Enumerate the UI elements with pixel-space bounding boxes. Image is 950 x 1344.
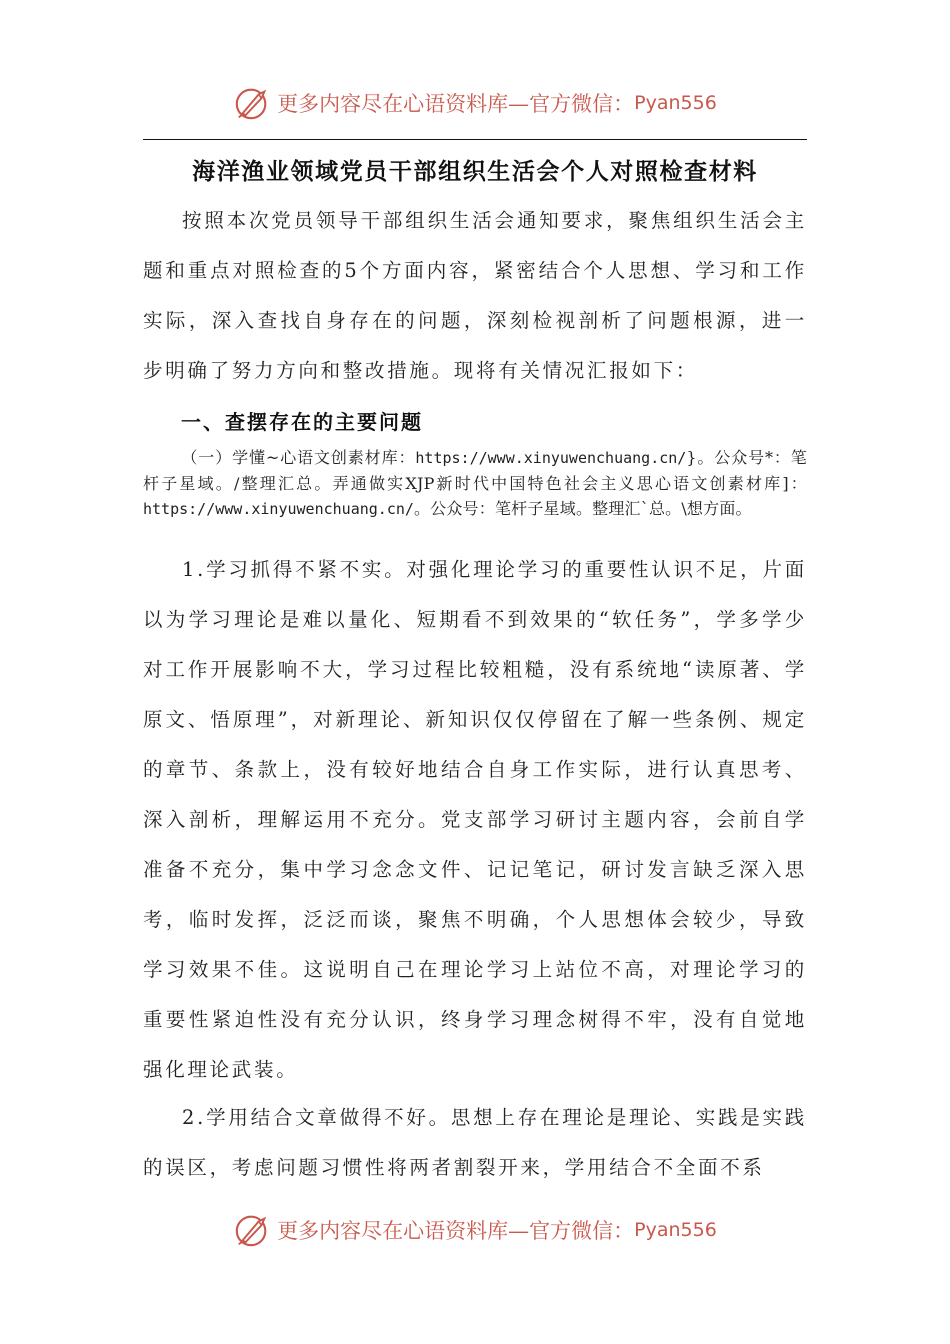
watermark-url-link-2: https://www.xinyuwenchuang.cn/ bbox=[143, 500, 414, 518]
item-1-paragraph: 1.学习抓得不紧不实。对强化理论学习的重要性认识不足，片面以为学习理论是难以量化、短期看不到效果的“软任务”，学多学少对工作开展影响不大，学习过程比较粗糙，没有系统地“读原著、学原文、悟原理”，对新理论、新知识仅仅停留在了解一些条例、规定的章节、条款上，没有较好地结合自身工作实际，进行认真思考、深入剖析，理解运用不充分。党支部学习研讨主题内容，会前自学准备不充分，集中学习念念文件、记记笔记，研讨发言缺乏深入思考，临时发挥，泛泛而谈，聚焦不明确，个人思想体会较少，导致学习效果不佳。这说明自己在理论学习上站位不高，对理论学习的重要性紧迫性没有充分认识，终身学习理念树得不牢，没有自觉地强化理论武装。 bbox=[143, 558, 807, 1081]
banner-text: 更多内容尽在心语资料库—官方微信： bbox=[277, 92, 635, 116]
header-watermark-banner bbox=[0, 81, 950, 125]
header-divider bbox=[143, 139, 807, 140]
banner-text: 更多内容尽在心语资料库—官方微信： bbox=[277, 1219, 635, 1243]
document-title: 海洋渔业领域党员干部组织生活会个人对照检查材料 bbox=[192, 158, 758, 185]
watermark-url-link-1: https://www.xinyuwenchuang.cn/ bbox=[415, 449, 687, 467]
subsection-text-2: }。公众号*：笔杆子星域。/整理汇总。弄通做实XJP新时代中国特色社会主义思心语文创素材库]： bbox=[143, 448, 807, 493]
footer-watermark-banner bbox=[0, 1208, 950, 1252]
subsection-heading-1 bbox=[143, 445, 807, 522]
intro-paragraph: 按照本次党员领导干部组织生活会通知要求，聚焦组织生活会主题和重点对照检查的5个方面内容，紧密结合个人思想、学习和工作实际，深入查找自身存在的问题，深刻检视剖析了问题根源，进一步明确了努力方向和整改措施。现将有关情况汇报如下： bbox=[143, 209, 807, 382]
subsection-text-1: （一）学懂~心语文创素材库： bbox=[181, 448, 416, 467]
item-2-paragraph: 2.学用结合文章做得不好。思想上存在理论是理论、实践是实践的误区，考虑问题习惯性将两者割裂开来，学用结合不全面不系 bbox=[143, 1106, 807, 1179]
banner-wechat-id: Pyan556 bbox=[634, 1219, 717, 1241]
quill-pen-logo-icon bbox=[233, 84, 271, 122]
quill-pen-logo-icon bbox=[233, 1211, 271, 1249]
banner-wechat-id: Pyan556 bbox=[634, 92, 717, 114]
section-heading-1: 一、查摆存在的主要问题 bbox=[181, 410, 423, 434]
subsection-text-3: 。公众号：笔杆子星域。整理汇`总。\想方面。 bbox=[413, 499, 752, 518]
